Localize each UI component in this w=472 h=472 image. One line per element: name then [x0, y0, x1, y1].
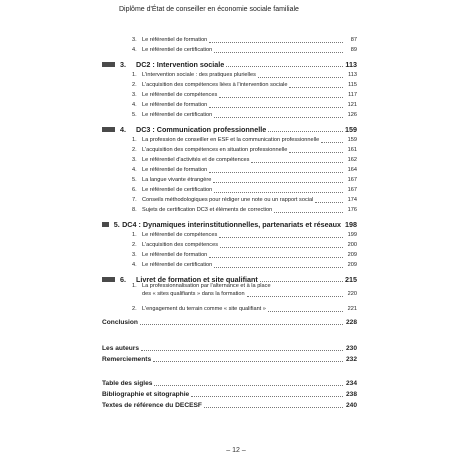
chapter-marker-icon [102, 62, 115, 67]
toc-entry[interactable] [102, 377, 357, 387]
entry-title: L'acquisition des compétences liées à l'intervention sociale [142, 82, 288, 88]
entry-page: 87 [350, 37, 357, 43]
entry-title: Le référentiel d'activités et de compétences [142, 157, 250, 163]
entry-number: 2. [132, 242, 137, 248]
entry-title: DC4 : Dynamiques interinstitutionnelles, partenariats et réseaux [122, 220, 341, 229]
entry-title: Le référentiel de certification [142, 262, 213, 268]
toc-entry[interactable] [132, 249, 357, 259]
page-number: – 12 – [226, 447, 246, 454]
entry-title: Conclusion [102, 319, 138, 326]
toc-chapter[interactable] [102, 123, 357, 133]
toc-entry[interactable] [132, 79, 357, 89]
entry-page: 209 [347, 252, 357, 258]
dot-leader [140, 324, 343, 325]
toc-entry[interactable] [132, 144, 357, 154]
entry-page: 113 [345, 60, 357, 69]
entry-number: 3. [132, 157, 137, 163]
dot-leader [209, 172, 343, 173]
dot-leader [219, 237, 343, 238]
dot-leader [209, 107, 343, 108]
toc-entry[interactable] [132, 134, 357, 144]
entry-page: 240 [345, 402, 357, 409]
entry-number: 5. [132, 177, 137, 183]
toc-entry[interactable] [132, 34, 357, 44]
entry-title: Le référentiel de formation [142, 252, 208, 258]
entry-number: 2. [132, 147, 137, 153]
toc-entry[interactable] [132, 303, 357, 313]
entry-page: 200 [347, 242, 357, 248]
toc-entry[interactable] [132, 204, 357, 214]
chapter-marker-icon [102, 127, 115, 132]
toc-entry[interactable] [132, 69, 357, 79]
entry-title: Le référentiel de formation [142, 102, 208, 108]
entry-title: L'intervention sociale : des pratiques plurielles [142, 72, 256, 78]
entry-page: 121 [347, 102, 357, 108]
entry-page: 232 [345, 356, 357, 363]
toc-entry[interactable] [132, 99, 357, 109]
toc-entry[interactable] [132, 44, 357, 54]
dot-leader [214, 52, 343, 53]
entry-title: Le référentiel de certification [142, 187, 213, 193]
dot-leader [153, 361, 343, 362]
entry-number: 3. [120, 60, 126, 69]
entry-page: 228 [345, 319, 357, 326]
entry-title: DC3 : Communication professionnelle [136, 125, 267, 134]
running-header: Diplôme d'État de conseiller en économie sociale familiale [119, 6, 299, 13]
entry-page: 238 [345, 391, 357, 398]
entry-page: 126 [347, 112, 357, 118]
toc-entry[interactable] [132, 184, 357, 194]
entry-title: Remerciements [102, 356, 152, 363]
toc-entry[interactable] [132, 229, 357, 239]
entry-page: 234 [345, 380, 357, 387]
dot-leader [258, 77, 343, 78]
entry-page: 215 [345, 275, 357, 284]
entry-title: DC2 : Intervention sociale [136, 60, 225, 69]
entry-title: Le référentiel de formation [142, 167, 208, 173]
dot-leader [289, 87, 343, 88]
entry-number: 4. [120, 125, 126, 134]
entry-page: 176 [347, 207, 357, 213]
entry-number: 2. [132, 306, 137, 312]
entry-title: Le référentiel de formation [142, 37, 208, 43]
entry-title: Livret de formation et site qualifiant [136, 275, 258, 284]
entry-page: 167 [347, 177, 357, 183]
entry-number: 1. [132, 283, 137, 289]
entry-page: 230 [345, 345, 357, 352]
entry-title: Sujets de certification DC3 et éléments de correction [142, 207, 273, 213]
dot-leader [214, 192, 343, 193]
entry-title: Textes de référence du DECESF [102, 402, 202, 409]
entry-number: 5. [113, 220, 120, 229]
entry-title: L'engagement du terrain comme « site qualifiant » [142, 306, 266, 312]
entry-page: 164 [347, 167, 357, 173]
toc-entry[interactable] [102, 388, 357, 398]
dot-leader [204, 407, 343, 408]
toc-entry[interactable] [132, 239, 357, 249]
entry-number: 2. [132, 82, 137, 88]
entry-number: 3. [132, 92, 137, 98]
toc-entry[interactable] [132, 154, 357, 164]
entry-page: 221 [347, 306, 357, 312]
dot-leader [213, 182, 343, 183]
entry-page: 161 [347, 147, 357, 153]
toc-entry[interactable] [132, 164, 357, 174]
entry-page: 113 [348, 72, 357, 78]
entry-number: 1. [132, 137, 137, 143]
entry-page: 162 [347, 157, 357, 163]
entry-number: 3. [132, 252, 137, 258]
entry-number: 1. [132, 72, 137, 78]
entry-number: 6. [132, 187, 137, 193]
dot-leader [209, 42, 343, 43]
toc-entry[interactable] [132, 174, 357, 184]
dot-leader [154, 385, 343, 386]
entry-title: Le référentiel de certification [142, 112, 213, 118]
entry-title: L'acquisition des compétences en situation professionnelle [142, 147, 288, 153]
entry-page: 115 [348, 82, 357, 88]
entry-number: 1. [132, 232, 137, 238]
dot-leader [247, 296, 343, 297]
chapter-marker-icon [102, 277, 115, 282]
dot-leader [321, 142, 343, 143]
entry-title: La profession de conseiller en ESF et la communication professionnelle [142, 137, 320, 143]
entry-number: 3. [132, 37, 137, 43]
toc-entry[interactable] [102, 342, 357, 352]
dot-leader [209, 257, 343, 258]
entry-page: 209 [347, 262, 357, 268]
entry-title: Bibliographie et sitographie [102, 391, 190, 398]
entry-page: 159 [345, 125, 357, 134]
entry-title: Les auteurs [102, 345, 140, 352]
entry-page: 159 [347, 137, 357, 143]
entry-page: 89 [350, 47, 357, 53]
dot-leader [268, 311, 343, 312]
entry-page: 117 [348, 92, 357, 98]
dot-leader [214, 267, 343, 268]
toc-entry[interactable] [132, 89, 357, 99]
toc-chapter[interactable] [102, 58, 357, 68]
toc-entry[interactable] [132, 259, 357, 269]
entry-title: Le référentiel de compétences [142, 92, 218, 98]
toc-entry[interactable] [102, 353, 357, 363]
toc-chapter[interactable] [102, 218, 357, 228]
entry-title-continued: des « sites qualifiants » dans la formation [142, 291, 245, 297]
entry-number: 5. [132, 112, 137, 118]
entry-page: 199 [347, 232, 357, 238]
dot-leader [220, 247, 343, 248]
dot-leader [251, 162, 343, 163]
entry-page: 167 [347, 187, 357, 193]
entry-title: Conseils méthodologiques pour rédiger une note ou un rapport social [142, 197, 314, 203]
toc-entry[interactable] [102, 316, 357, 326]
entry-number: 6. [120, 275, 126, 284]
toc-entry[interactable] [132, 109, 357, 119]
entry-number: 4. [132, 102, 137, 108]
entry-title: L'acquisition des compétences [142, 242, 219, 248]
dot-leader [289, 152, 343, 153]
dot-leader [214, 117, 343, 118]
dot-leader [274, 212, 343, 213]
toc-entry[interactable] [132, 282, 357, 298]
toc-entry[interactable] [132, 194, 357, 204]
entry-number: 8. [132, 207, 137, 213]
dot-leader [141, 350, 343, 351]
entry-title: Le référentiel de certification [142, 47, 213, 53]
dot-leader [219, 97, 343, 98]
dot-leader [268, 131, 343, 132]
dot-leader [191, 396, 343, 397]
dot-leader [315, 202, 343, 203]
entry-title: La professionnalisation par l'alternance et à la place [142, 283, 271, 289]
entry-page: 174 [347, 197, 357, 203]
entry-title: Le référentiel de compétences [142, 232, 218, 238]
entry-page: 198 [345, 220, 357, 229]
entry-number: 4. [132, 47, 137, 53]
entry-number: 7. [132, 197, 137, 203]
chapter-marker-icon [102, 222, 109, 227]
entry-title: Table des sigles [102, 380, 153, 387]
entry-number: 4. [132, 262, 137, 268]
toc-entry[interactable] [102, 399, 357, 409]
entry-title: La langue vivante étrangère [142, 177, 212, 183]
entry-number: 4. [132, 167, 137, 173]
entry-page: 220 [347, 291, 357, 297]
dot-leader [226, 66, 343, 67]
